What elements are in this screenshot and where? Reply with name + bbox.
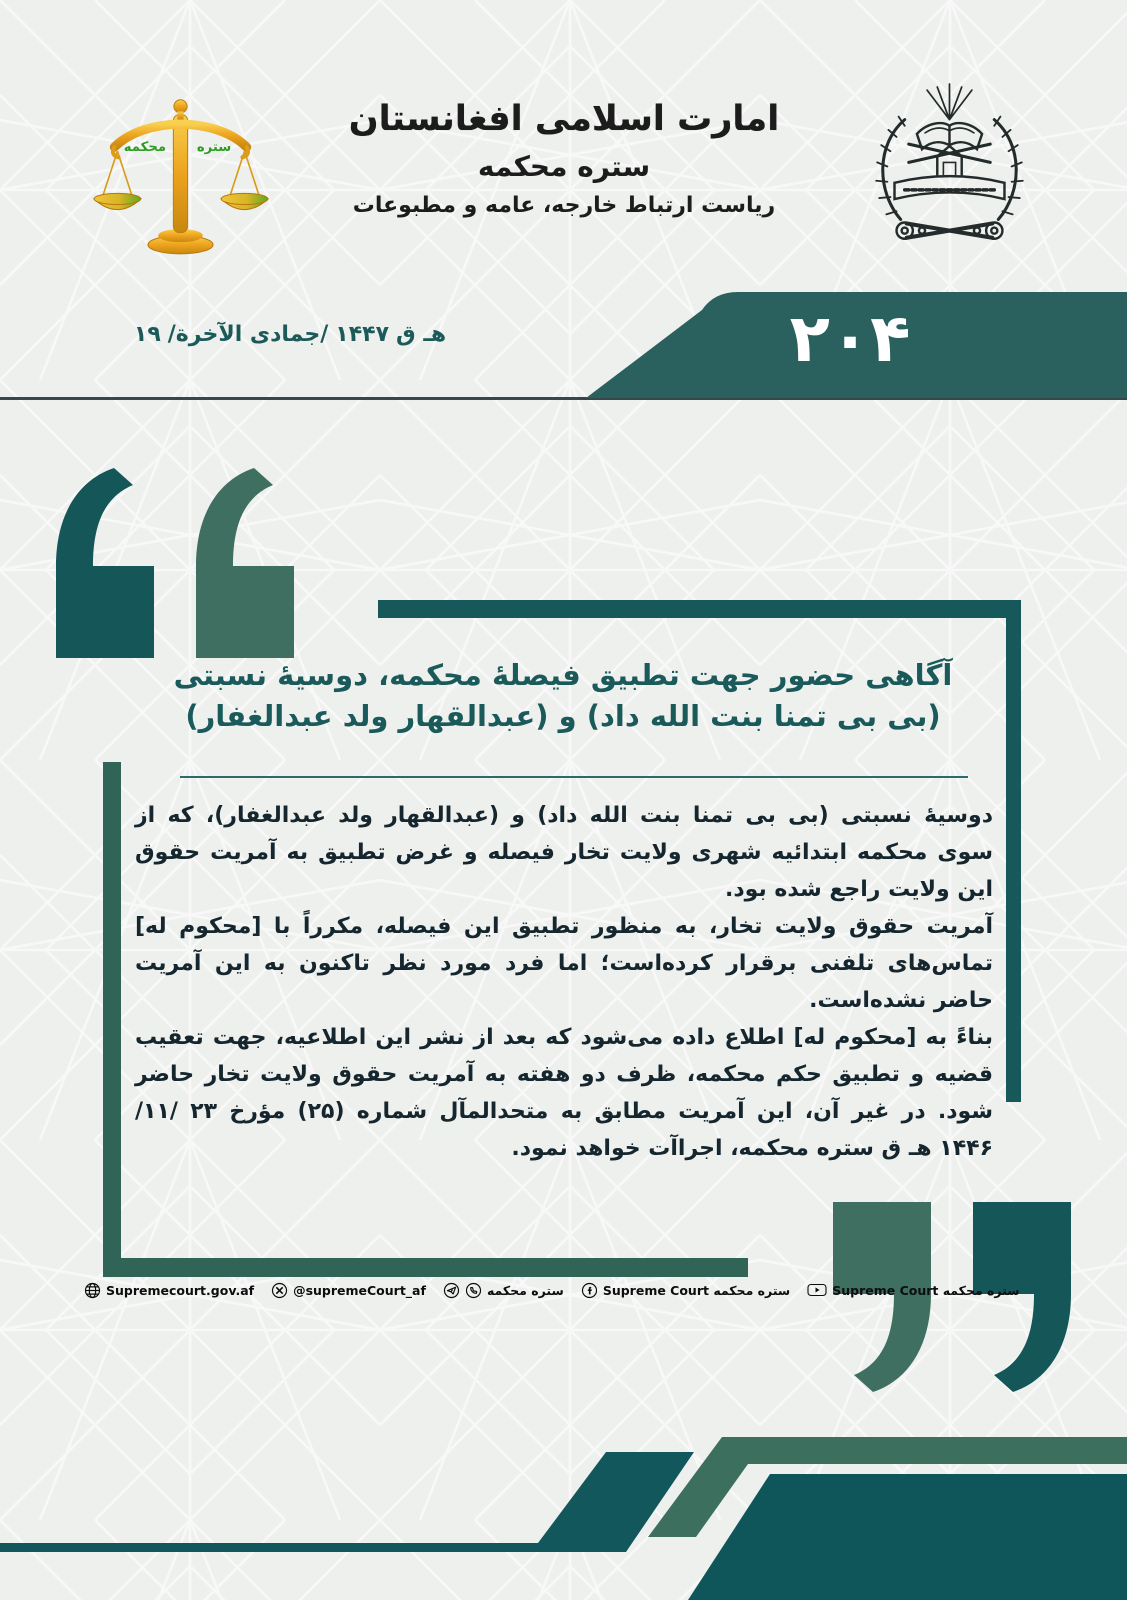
court-name: ستره محکمه [477, 149, 651, 183]
date-year: ۱۴۴۷ [335, 322, 389, 347]
title-separator-line [180, 776, 968, 778]
social-links-row [84, 1278, 1020, 1302]
header-titles [284, 98, 844, 218]
logo-text-right: ستره [196, 140, 232, 156]
frame-bar-top [378, 600, 1021, 618]
website-link[interactable] [84, 1282, 254, 1299]
whatsapp-icon [465, 1282, 482, 1299]
opening-quote-marks [56, 468, 294, 660]
bottom-decoration [0, 1380, 1127, 1600]
issue-number: ۲۰۴ [789, 300, 911, 377]
x-twitter-link[interactable] [271, 1282, 426, 1299]
scales-of-justice-logo [92, 84, 270, 262]
messaging-label: ستره محکمه [486, 1282, 564, 1298]
date-era: هـ ق [396, 322, 447, 347]
date-day: ۱۹ [133, 322, 161, 347]
facebook-link[interactable] [581, 1282, 790, 1299]
frame-bar-left [103, 762, 121, 1277]
website-label: Supremecourt.gov.af [106, 1282, 255, 1298]
messaging-links[interactable] [443, 1282, 564, 1299]
bottom-corner-shape [0, 1380, 1127, 1600]
notice-title: آگاهی حضور جهت تطبیق فیصلهٔ محکمه، دوسیهٔ نسبتی (بی بی تمنا بنت الله داد) و (عبدالقهار ولد عبدالغفار) [173, 658, 953, 733]
directorate-name: ریاست ارتباط خارجه، عامه و مطبوعات [352, 192, 776, 218]
youtube-label: Supreme Court ستره محکمه [832, 1282, 1020, 1298]
date-month: /جمادی الآخرة/ [167, 322, 329, 347]
notice-paragraph: دوسیهٔ نسبتی (بی بی تمنا بنت الله داد) و (عبدالقهار ولد عبدالغفار)، که از سوی محکمه ابتدائیه شهری ولایت تخار فیصله و غرض تطبیق به آمریت حقوق این ولایت راجع شده بود. [135, 803, 993, 902]
globe-icon [84, 1282, 101, 1299]
issue-date [120, 322, 460, 347]
notice-paragraph: آمریت حقوق ولایت تخار، به منظور تطبیق این فیصله، مکرراً با [محکوم له] تماس‌های تلفنی برقرار کرده‌است؛ اما فرد مورد نظر تاکنون به این آمریت حاضر نشده‌است. [135, 914, 993, 1013]
x-twitter-icon [271, 1282, 288, 1299]
notice-body [135, 797, 993, 1167]
youtube-link[interactable] [807, 1282, 1019, 1298]
facebook-icon [581, 1282, 598, 1299]
facebook-label: Supreme Court ستره محکمه [602, 1282, 791, 1298]
logo-text-left: محکمه [123, 140, 167, 156]
x-handle-label: @supremeCourt_af [293, 1282, 426, 1298]
emirate-calligraphy: امارت اسلامی افغانستان [348, 99, 780, 139]
notice-paragraph: بناءً به [محکوم له] اطلاع داده می‌شود که بعد از نشر این اطلاعیه، جهت تعقیب قضیه و تطبیق حکم محکمه، ظرف دو هفته به آمریت حقوق ولایت تخار حاضر شود. در غیر آن، این آمریت مطابق به متحدالمآل شماره (۲۵) مؤرخ ۲۳ /۱۱/ ۱۴۴۶ هـ ق ستره محکمه، اجراآت خواهد نمود. [135, 1025, 993, 1161]
frame-bar-bottom [103, 1258, 748, 1277]
telegram-icon [443, 1282, 460, 1299]
frame-bar-right [1006, 600, 1021, 1102]
islamic-emirate-emblem [866, 80, 1034, 255]
youtube-icon [807, 1282, 827, 1298]
